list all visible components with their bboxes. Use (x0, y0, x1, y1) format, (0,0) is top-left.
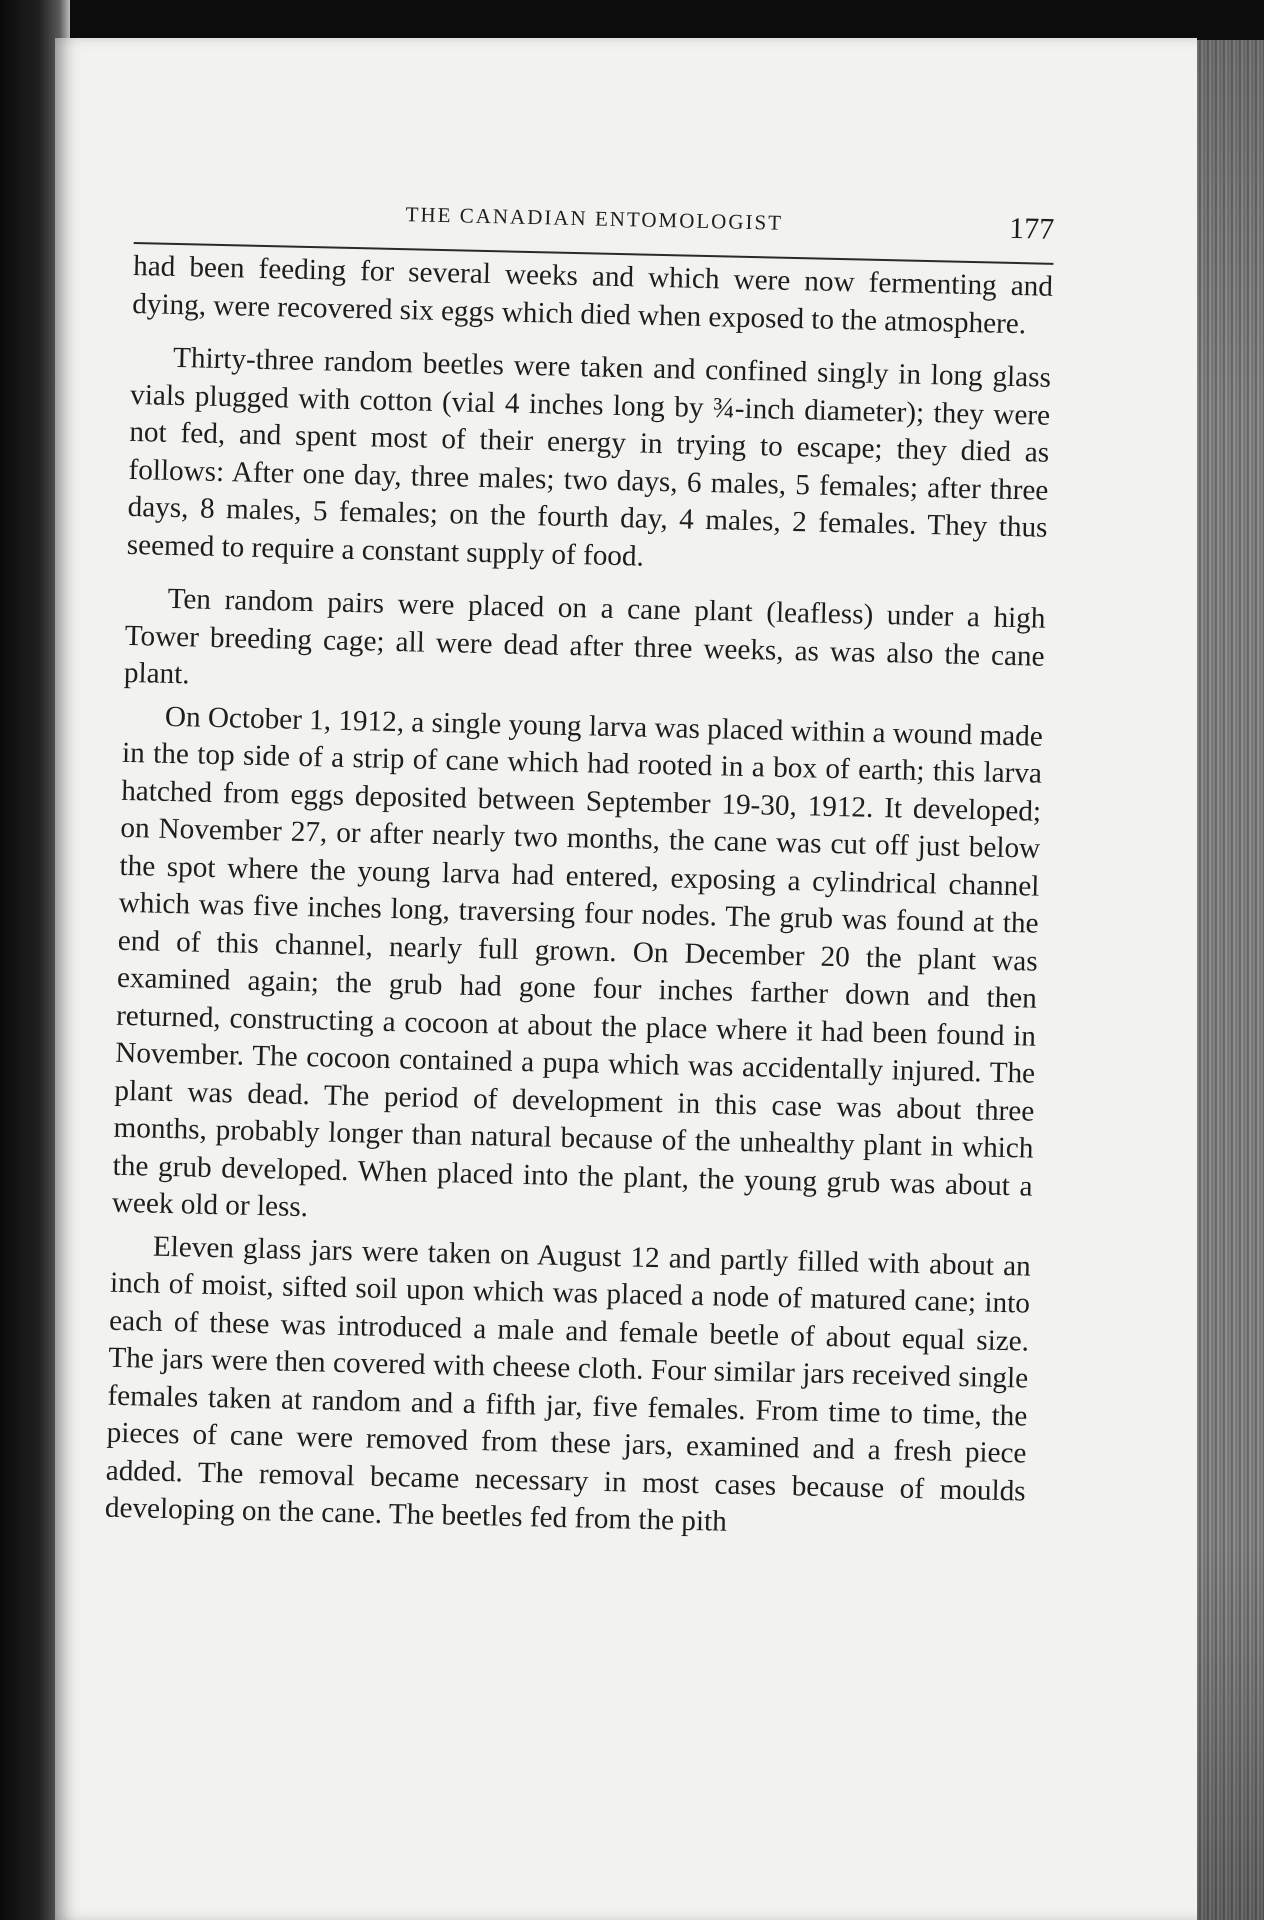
scan-top-border (0, 0, 1264, 40)
paragraph-vial-experiment: Thirty-three random beetles were taken and confined singly in long glass vials plugged with cotton (vial 4 inches long by ¾-inch diameter); they were not fed, and spent most of their energy in trying to escape; they died as follows: After one day, three males; two days, 6 males, 5 females; after three days, 8 males, 5 females; on the fourth day, 4 males, 2 females. They thus seemed to require a constant supply of food. (126, 341, 1052, 573)
paragraph-continued: had been feeding for several weeks and which were now fermenting and dying, were recovered six eggs which died when exposed to the atmosphere. (131, 249, 1054, 340)
paragraph-jar-experiment: Eleven glass jars were taken on August 12 and partly filled with about an inch of moist, sifted soil upon which was placed a node of matured cane; into each of these was introduced a male and female beetle of about equal size. The jars were then covered with cheese cloth. Four similar jars received single females taken at random and a fifth jar, five females. From time to time, the pieces of cane were removed from these jars, examined and a fresh piece added. The removal became necessary in most cases because of moulds developing on the cane. The beetles fed from the pith (104, 1230, 1032, 1538)
book-page (55, 38, 1197, 1920)
page-content (105, 186, 1055, 1548)
page-number: 177 (1008, 211, 1055, 246)
paragraph-cage-experiment: Ten random pairs were placed on a cane plant (leafless) under a high Tower breeding cage; all were dead after three weeks, as was also the cane plant. (123, 582, 1046, 691)
paragraph-larva-experiment: On October 1, 1912, a single young larva was placed within a wound made in the top side of a strip of cane which had rooted in a box of earth; this larva hatched from eggs deposited between September 19-30, 1912. It developed; on November 27, or after nearly two months, the cane was cut off just below the spot where the young larva had entered, exposing a cylindrical channel which was five inches long, traversing four nodes. The grub was found at the end of this channel, nearly full grown. On December 20 the plant was examined again; the grub had gone four inches farther down and then returned, constructing a cocoon at about the place where it had been found in November. The cocoon contained a pupa which was accidentally injured. The plant was dead. The period of development in this case was about three months, probably longer than natural because of the unhealthy plant in which the grub developed. When placed into the plant, the young grub was about a week old or less. (111, 700, 1044, 1224)
page-edge-shade (1196, 40, 1264, 1920)
journal-title: THE CANADIAN ENTOMOLOGIST (405, 202, 784, 235)
